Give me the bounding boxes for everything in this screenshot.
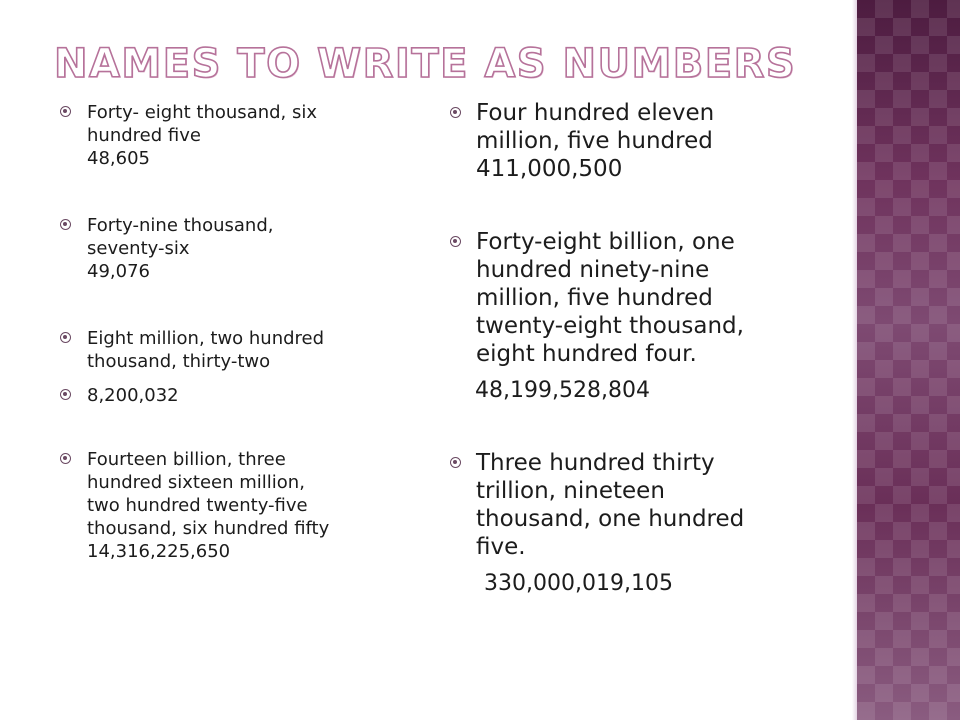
bullet-item-8200032: [60, 384, 179, 407]
bullet-item-fourteen-billion: [60, 448, 329, 563]
bullet-item-48605: [60, 101, 317, 170]
bullet-text: Three hundred thirty trillion, nineteen thousand, one hundred five.: [476, 450, 745, 560]
circle-dot-bullet-icon: [60, 453, 71, 464]
circle-dot-bullet-icon: [450, 236, 461, 247]
bullet-item-49076: [60, 214, 273, 283]
decorative-side-panel: [857, 0, 960, 720]
bullet-text: Forty-nine thousand, seventy-six 49,076: [87, 215, 274, 282]
answer-330000019105: 330,000,019,105: [484, 571, 673, 596]
bullet-text: Forty- eight thousand, six hundred five 48,605: [87, 102, 318, 169]
bullet-text: Four hundred eleven million, five hundred 411,000,500: [476, 100, 715, 182]
circle-dot-bullet-icon: [450, 457, 461, 468]
bullet-text: Eight million, two hundred thousand, thirty-two: [87, 328, 325, 372]
circle-dot-bullet-icon: [450, 107, 461, 118]
bullet-text: Fourteen billion, three hundred sixteen million, two hundred twenty-five thousand, six hundred fifty 14,316,225,650: [87, 449, 330, 562]
circle-dot-bullet-icon: [60, 106, 71, 117]
circle-dot-bullet-icon: [60, 332, 71, 343]
circle-dot-bullet-icon: [60, 219, 71, 230]
slide-title: NAMES TO WRITE AS NUMBERS: [54, 41, 797, 87]
bullet-text: Forty-eight billion, one hundred ninety-nine million, five hundred twenty-eight thousand, eight hundred four.: [476, 229, 744, 367]
bullet-item-411000500: [450, 99, 714, 183]
answer-48199528804: 48,199,528,804: [475, 378, 650, 403]
bullet-item-forty-eight-billion: [450, 228, 744, 368]
bullet-text: 8,200,032: [87, 385, 179, 406]
bullet-item-three-hundred-thirty-trillion: [450, 449, 744, 561]
bullet-item-eight-million: [60, 327, 324, 373]
circle-dot-bullet-icon: [60, 389, 71, 400]
